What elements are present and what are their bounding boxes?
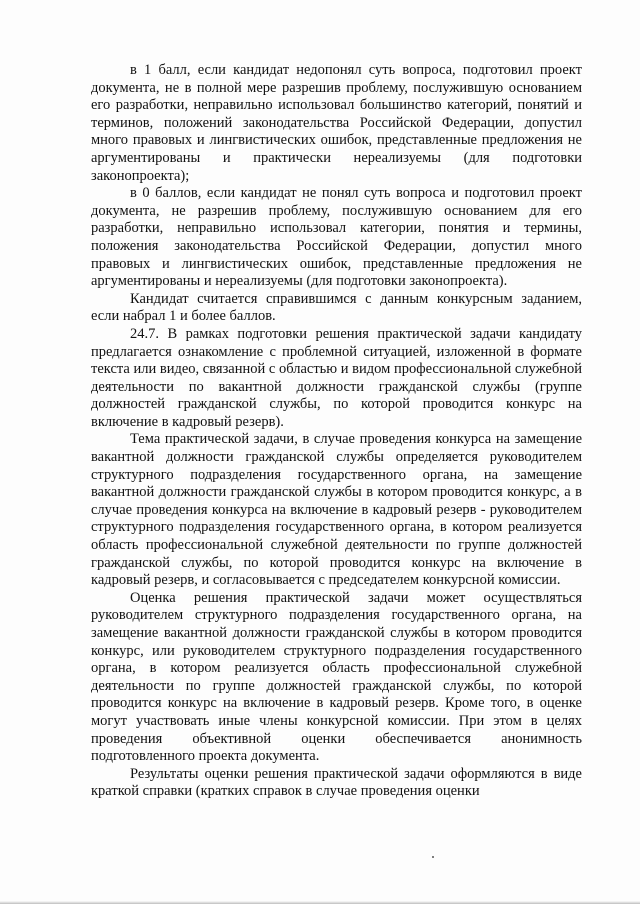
paragraph-section-24-7: 24.7. В рамках подготовки решения практической задачи кандидату предлагается ознакомление с проблемной ситуацией, изложенной в формате текста или видео, связанной с областью и видом профессиональной служебной деятельности по вакантной должности гражданской службы (группе должностей гражданской службы, по которой проводится конкурс на включение в кадровый резерв).: [91, 325, 582, 430]
paragraph-task-topic: Тема практической задачи, в случае проведения конкурса на замещение вакантной должности гражданской службы определяется руководителем структурного подразделения государственного органа, на замещение вакантной должности гражданской службы в котором проводится конкурс, а в случае проведения конкурса на включение в кадровый резерв - руководителем структурного подразделения государственного органа, в котором реализуется область профессиональной служебной деятельности по группе должностей гражданской службы, по которой проводится конкурс на включение в кадровый резерв, и согласовывается с председателем конкурсной комиссии.: [91, 431, 582, 589]
scan-speck: [432, 856, 434, 858]
document-body: [91, 62, 582, 801]
paragraph-score-zero: в 0 баллов, если кандидат не понял суть вопроса и подготовил проект документа, не разрешив проблему, послужившую основанием для его разработки, неправильно использовал категории, понятия и термины, положения законодательства Российской Федерации, допустил много правовых и лингвистических ошибок, представленные предложения не аргументированы и нереализуемы (для подготовки законопроекта).: [91, 185, 582, 290]
paragraph-pass-criterion: Кандидат считается справившимся с данным конкурсным заданием, если набрал 1 и более баллов.: [91, 290, 582, 325]
paragraph-score-one: в 1 балл, если кандидат недопонял суть вопроса, подготовил проект документа, не в полной мере разрешив проблему, послужившую основанием его разработки, неправильно использовал большинство категорий, понятий и терминов, положений законодательства Российской Федерации, допустил много правовых и лингвистических ошибок, представленные предложения не аргументированы и практически нереализуемы (для подготовки законопроекта);: [91, 62, 582, 184]
paragraph-evaluation-results: Результаты оценки решения практической задачи оформляются в виде краткой справки (кратких справок в случае проведения оценки: [91, 765, 582, 800]
paragraph-task-evaluation: Оценка решения практической задачи может осуществляться руководителем структурного подразделения государственного органа, на замещение вакантной должности гражданской службы в котором проводится конкурс, или руководителем структурного подразделения государственного органа, в котором реализуется область профессиональной служебной деятельности по группе должностей гражданской службы, по которой проводится конкурс на включение в кадровый резерв. Кроме того, в оценке могут участвовать иные члены конкурсной комиссии. При этом в целях проведения объективной оценки обеспечивается анонимность подготовленного проекта документа.: [91, 589, 582, 765]
